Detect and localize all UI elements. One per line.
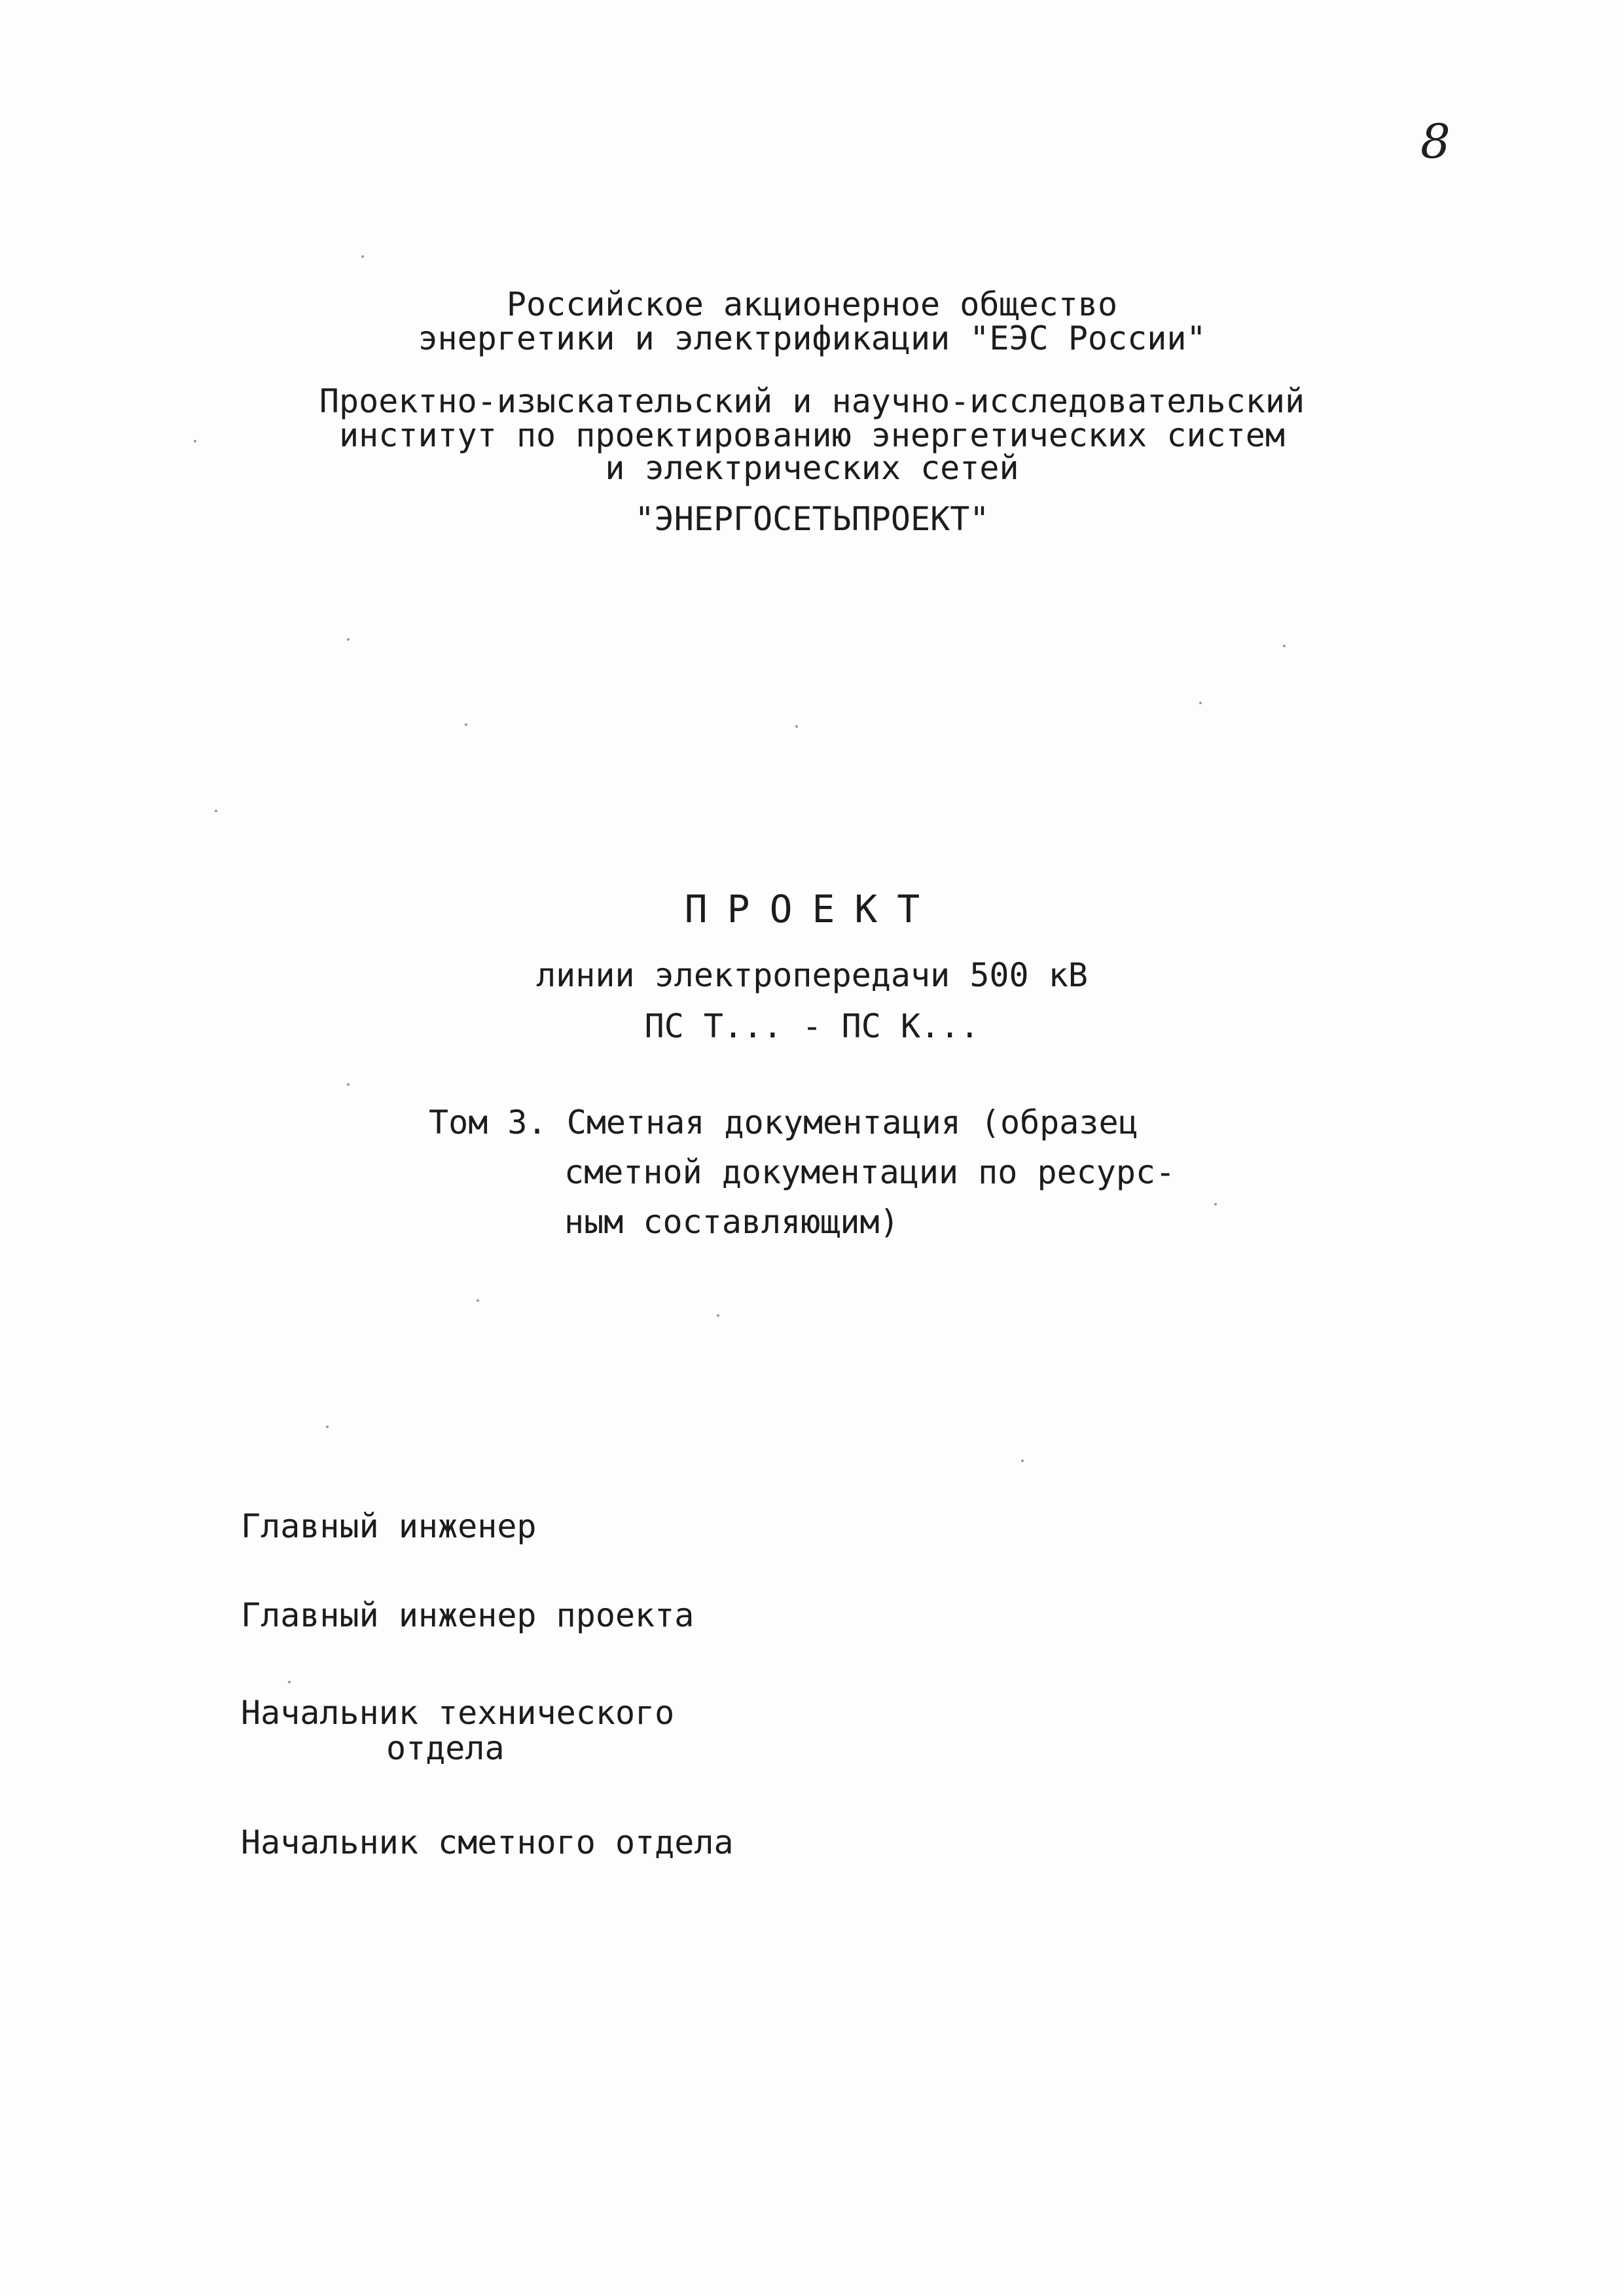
project-title: ПРОЕКТ bbox=[684, 887, 940, 931]
signatory-chief-project-engineer: Главный инженер проекта bbox=[241, 1596, 695, 1634]
signatory-head-estimates: Начальник сметного отдела bbox=[241, 1823, 734, 1861]
project-subtitle-line-2: ПС Т... - ПС К... bbox=[644, 1007, 980, 1045]
scan-speck bbox=[795, 725, 798, 728]
institute-line-3: и электрических сетей bbox=[605, 449, 1019, 487]
scan-speck bbox=[347, 1083, 350, 1086]
scan-speck bbox=[1214, 1203, 1217, 1206]
project-subtitle-line-1: линии электропередачи 500 кВ bbox=[536, 956, 1088, 994]
volume-line-2: сметной документации по ресурс- bbox=[564, 1153, 1176, 1191]
organization-line-2: энергетики и электрификации "ЕЭС России" bbox=[418, 319, 1206, 357]
scan-speck bbox=[477, 1299, 479, 1302]
signatory-head-technical-line-1: Начальник технического bbox=[241, 1694, 675, 1732]
organization-line-1: Российское акционерное общество bbox=[506, 285, 1118, 323]
signatory-head-technical-line-2: отдела bbox=[386, 1729, 505, 1767]
scan-speck bbox=[347, 638, 350, 641]
scan-speck bbox=[1283, 645, 1286, 647]
scan-speck bbox=[194, 440, 196, 442]
institute-name: "ЭНЕРГОСЕТЬПРОЕКТ" bbox=[634, 500, 990, 538]
scan-speck bbox=[326, 1426, 329, 1428]
scan-speck bbox=[1021, 1460, 1024, 1462]
institute-line-2: институт по проектированию энергетических систем bbox=[339, 416, 1285, 454]
page-number: 8 bbox=[1420, 114, 1451, 169]
scan-speck bbox=[288, 1681, 291, 1683]
scan-speck bbox=[361, 255, 364, 258]
scan-speck bbox=[717, 1314, 719, 1317]
scan-speck bbox=[215, 810, 217, 812]
scan-speck bbox=[465, 723, 467, 726]
volume-line-3: ным составляющим) bbox=[564, 1203, 899, 1241]
scan-speck bbox=[1199, 702, 1202, 704]
institute-line-1: Проектно-изыскательский и научно-исследовательский bbox=[319, 382, 1305, 420]
signatory-chief-engineer: Главный инженер bbox=[241, 1507, 537, 1545]
volume-line-1: Том 3. Сметная документация (образец bbox=[429, 1103, 1138, 1141]
